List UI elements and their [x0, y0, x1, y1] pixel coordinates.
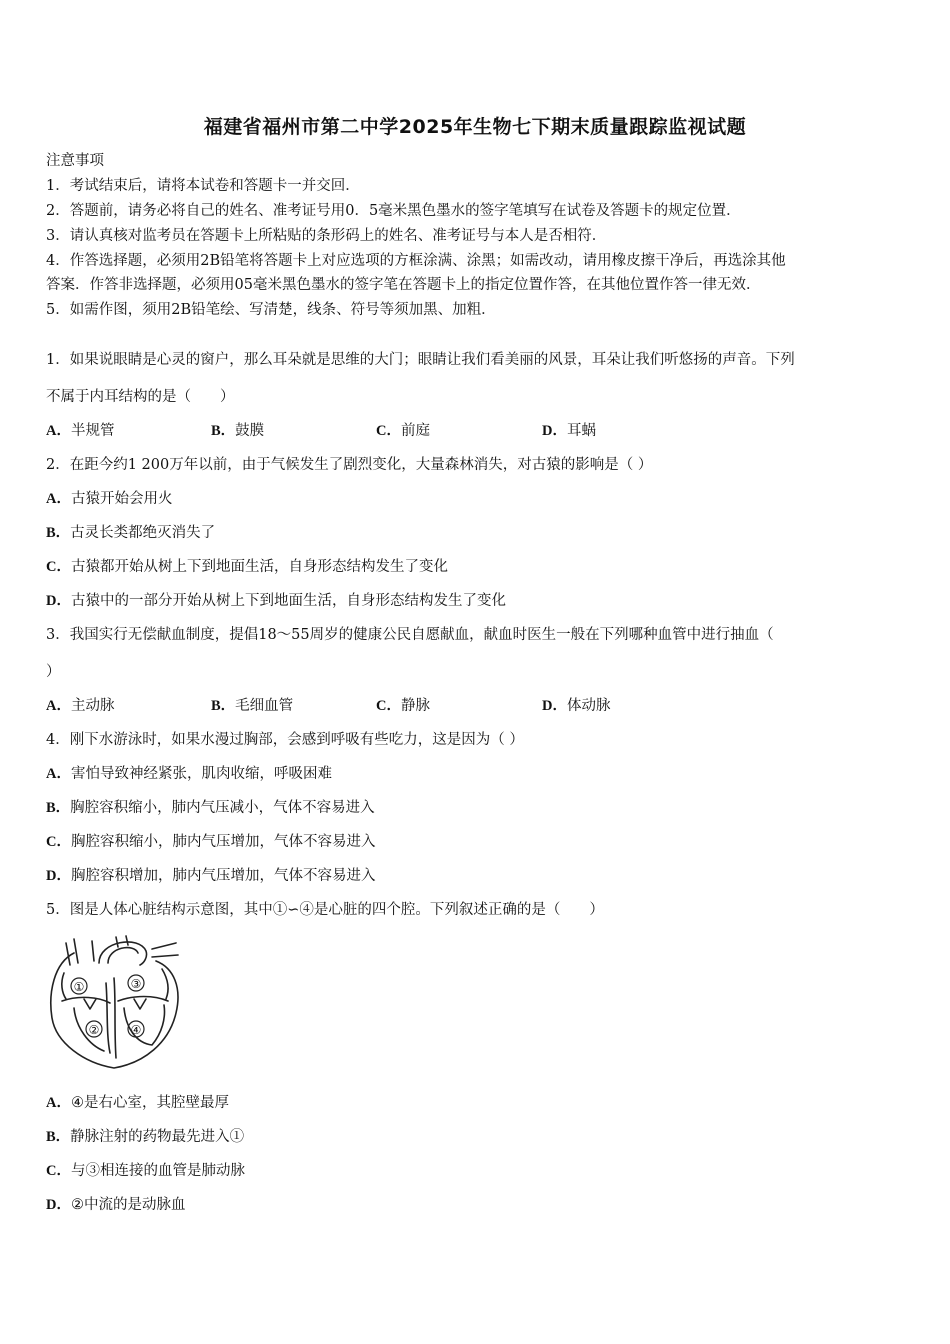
note-item: 3．请认真核对监考员在答题卡上所粘贴的条形码上的姓名、准考证号与本人是否相符．: [46, 228, 607, 244]
option-d[interactable]: D．古猿中的一部分开始从树上下到地面生活，自身形态结构发生了变化: [46, 593, 506, 609]
option-d[interactable]: D．体动脉: [542, 698, 611, 714]
option-a[interactable]: A．④是右心室，其腔壁最厚: [46, 1095, 229, 1111]
option-d[interactable]: D．耳蜗: [542, 423, 596, 439]
chamber-label-3: ③: [130, 977, 142, 991]
option-c[interactable]: C．古猿都开始从树上下到地面生活，自身形态结构发生了变化: [46, 559, 448, 575]
option-d[interactable]: D．②中流的是动脉血: [46, 1197, 186, 1213]
option-b[interactable]: B．胸腔容积缩小，肺内气压减小，气体不容易进入: [46, 800, 375, 816]
question-1-stem: 1．如果说眼睛是心灵的窗户，那么耳朵就是思维的大门；眼睛让我们看美丽的风景，耳朵让我们听悠扬的声音。下列: [46, 352, 795, 368]
note-item: 5．如需作图，须用2B铅笔绘、写清楚，线条、符号等须加黑、加粗．: [46, 302, 496, 318]
option-d[interactable]: D．胸腔容积增加，肺内气压增加，气体不容易进入: [46, 868, 376, 884]
note-item: 答案．作答非选择题，必须用05毫米黑色墨水的签字笔在答题卡上的指定位置作答，在其他位置作答一律无效．: [46, 277, 761, 293]
option-c[interactable]: C．与③相连接的血管是肺动脉: [46, 1163, 245, 1179]
option-b[interactable]: B．毛细血管: [211, 698, 294, 714]
question-5-stem: 5．图是人体心脏结构示意图，其中①∽④是心脏的四个腔。下列叙述正确的是（ ）: [46, 902, 604, 918]
question-3-stem-cont: ）: [46, 664, 61, 680]
option-c[interactable]: C．前庭: [376, 423, 430, 439]
option-a[interactable]: A．半规管: [46, 423, 115, 439]
option-a[interactable]: A．主动脉: [46, 698, 115, 714]
question-1-stem-cont: 不属于内耳结构的是（ ）: [46, 389, 235, 405]
option-b[interactable]: B．静脉注射的药物最先进入①: [46, 1129, 245, 1145]
question-2-stem: 2．在距今约1 200万年以前，由于气候发生了剧烈变化，大量森林消失，对古猿的影响是（ ）: [46, 457, 653, 473]
note-item: 4．作答选择题，必须用2B铅笔将答题卡上对应选项的方框涂满、涂黑；如需改动，请用橡皮擦干净后，再选涂其他: [46, 253, 786, 269]
chamber-label-4: ④: [130, 1023, 142, 1037]
chamber-label-2: ②: [88, 1023, 100, 1037]
question-4-stem: 4．刚下水游泳时，如果水漫过胸部，会感到呼吸有些吃力，这是因为（ ）: [46, 732, 524, 748]
note-item: 1．考试结束后，请将本试卷和答题卡一并交回．: [46, 178, 360, 194]
question-3-stem: 3．我国实行无偿献血制度，提倡18～55周岁的健康公民自愿献血，献血时医生一般在下列哪种血管中进行抽血（: [46, 627, 774, 643]
option-c[interactable]: C．静脉: [376, 698, 430, 714]
option-a[interactable]: A．古猿开始会用火: [46, 491, 173, 507]
chamber-label-1: ①: [73, 980, 85, 994]
option-c[interactable]: C．胸腔容积缩小，肺内气压增加，气体不容易进入: [46, 834, 376, 850]
page-title: 福建省福州市第二中学2025年生物七下期末质量跟踪监视试题: [203, 116, 747, 138]
note-item: 2．答题前，请务必将自己的姓名、准考证号用0．5毫米黑色墨水的签字笔填写在试卷及答题卡的规定位置．: [46, 203, 741, 219]
notes-heading: 注意事项: [46, 153, 104, 169]
option-b[interactable]: B．古灵长类都绝灭消失了: [46, 525, 216, 541]
option-a[interactable]: A．害怕导致神经紧张，肌肉收缩，呼吸困难: [46, 766, 332, 782]
heart-diagram: [44, 933, 184, 1073]
option-b[interactable]: B．鼓膜: [211, 423, 265, 439]
